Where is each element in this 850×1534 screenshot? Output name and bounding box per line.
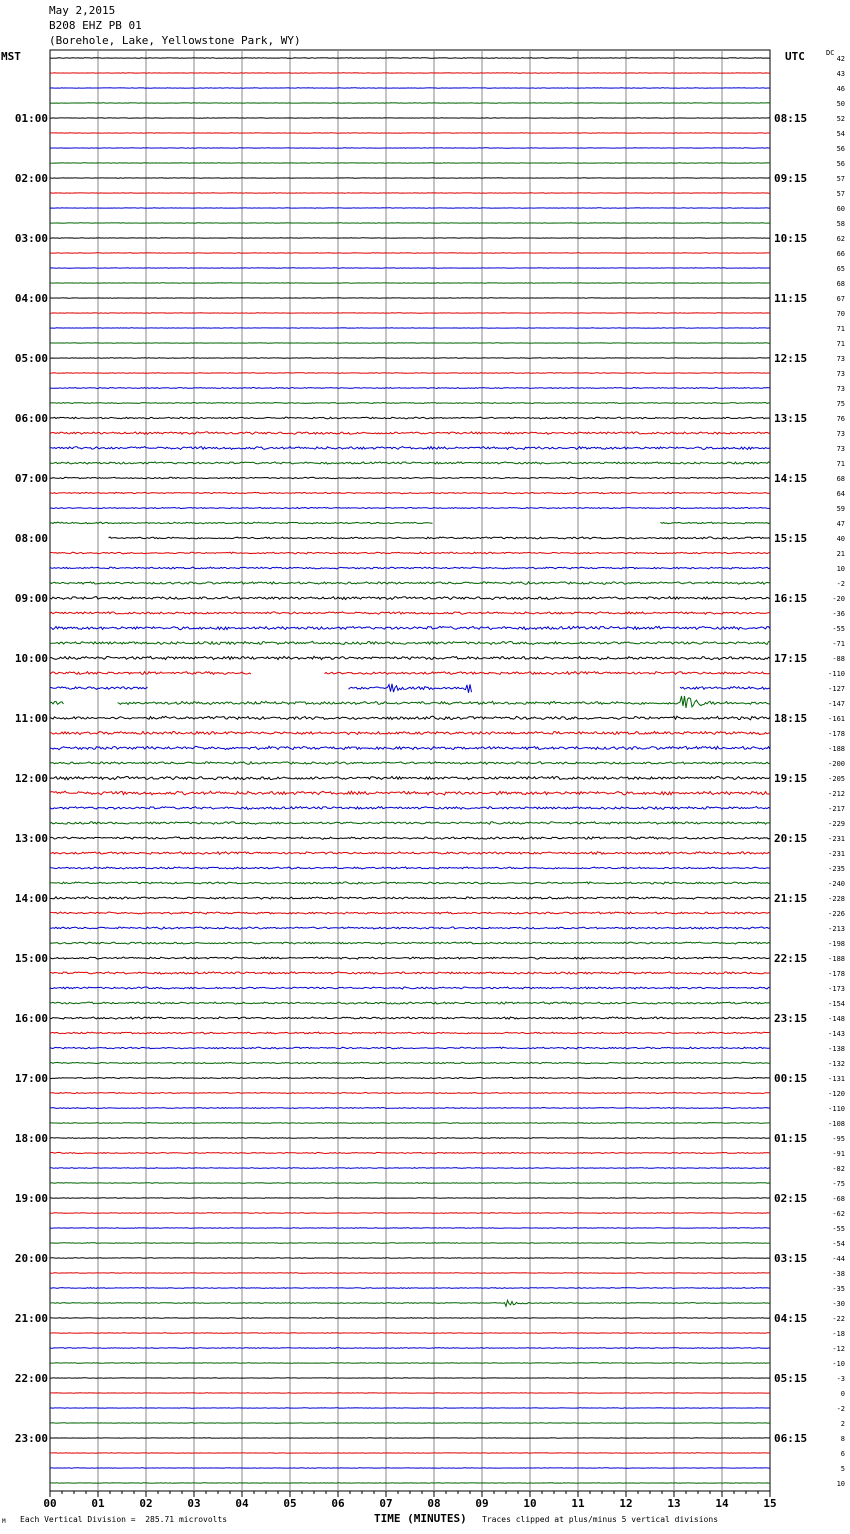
dc-offset-label: -235 — [828, 865, 845, 873]
plot-frame — [50, 50, 770, 1491]
trace-33 — [50, 552, 770, 554]
dc-offset-label: -88 — [832, 655, 845, 663]
trace-56 — [50, 897, 770, 899]
header-location: (Borehole, Lake, Yellowstone Park, WY) — [49, 34, 301, 47]
trace-76 — [50, 1198, 770, 1199]
dc-offset-label: -36 — [832, 610, 845, 618]
dc-offset-label: 8 — [840, 1435, 845, 1443]
x-tick-label: 01 — [91, 1497, 105, 1510]
mst-hour-label: 08:00 — [14, 532, 48, 545]
dc-offset-label: 66 — [836, 250, 845, 258]
trace-83 — [50, 1300, 770, 1306]
trace-30 — [50, 507, 770, 508]
x-tick-label: 12 — [619, 1497, 633, 1510]
utc-hour-label: 06:15 — [774, 1432, 808, 1445]
trace-55 — [50, 882, 770, 884]
utc-hour-label: 21:15 — [774, 892, 808, 905]
mst-hour-label: 15:00 — [14, 952, 48, 965]
utc-hour-label: 12:15 — [774, 352, 808, 365]
dc-offset-label: 73 — [836, 430, 845, 438]
dc-offset-label: -71 — [832, 640, 845, 648]
trace-61 — [50, 972, 770, 974]
mst-hour-label: 09:00 — [14, 592, 48, 605]
trace-22 — [50, 388, 770, 389]
trace-82 — [50, 1288, 770, 1289]
dc-offset-label: -188 — [828, 955, 845, 963]
mst-hour-label: 06:00 — [14, 412, 48, 425]
dc-offset-label: 40 — [836, 535, 845, 543]
trace-66 — [50, 1047, 770, 1049]
dc-offset-label: -198 — [828, 940, 845, 948]
dc-offset-label: -178 — [828, 730, 845, 738]
dc-offset-label: -200 — [828, 760, 845, 768]
trace-43 — [50, 696, 770, 708]
trace-84 — [50, 1318, 770, 1319]
mst-hour-label: 03:00 — [14, 232, 48, 245]
dc-offset-label: -226 — [828, 910, 845, 918]
trace-46 — [50, 746, 770, 749]
mst-hour-label: 02:00 — [14, 172, 48, 185]
mst-hour-label: 14:00 — [14, 892, 48, 905]
dc-offset-label: 73 — [836, 355, 845, 363]
dc-offset-label: -54 — [832, 1240, 845, 1248]
utc-hour-label: 10:15 — [774, 232, 808, 245]
utc-hour-label: 04:15 — [774, 1312, 808, 1325]
trace-51 — [50, 822, 770, 824]
dc-offset-label: 52 — [836, 115, 845, 123]
utc-hour-label: 22:15 — [774, 952, 808, 965]
dc-offset-label: -161 — [828, 715, 845, 723]
utc-hour-label: 18:15 — [774, 712, 808, 725]
dc-offset-label: 68 — [836, 280, 845, 288]
dc-offset-label: -3 — [836, 1375, 845, 1383]
dc-offset-label: -2 — [836, 580, 845, 588]
x-tick-label: 15 — [763, 1497, 777, 1510]
dc-offset-label: 46 — [836, 85, 845, 93]
trace-59 — [50, 942, 770, 944]
trace-36 — [50, 597, 770, 600]
trace-79 — [50, 1243, 770, 1244]
mst-hour-label: 20:00 — [14, 1252, 48, 1265]
x-tick-label: 10 — [523, 1497, 537, 1510]
dc-offset-label: -10 — [832, 1360, 845, 1368]
dc-offset-label: 57 — [836, 175, 845, 183]
x-tick-label: 04 — [235, 1497, 249, 1510]
dc-offset-label: 70 — [836, 310, 845, 318]
trace-63 — [50, 1002, 770, 1004]
trace-48 — [50, 776, 770, 779]
mst-hour-label: 19:00 — [14, 1192, 48, 1205]
scale-note: Each Vertical Division = 285.71 microvolts — [20, 1515, 228, 1524]
x-tick-label: 07 — [379, 1497, 393, 1510]
dc-offset-label: 71 — [836, 325, 845, 333]
dc-offset-label: 60 — [836, 205, 845, 213]
dc-offset-label: -143 — [828, 1030, 845, 1038]
dc-offset-label: -82 — [832, 1165, 845, 1173]
x-tick-label: 05 — [283, 1497, 297, 1510]
dc-offset-label: 59 — [836, 505, 845, 513]
dc-offset-label: 2 — [840, 1420, 845, 1428]
trace-53 — [50, 852, 770, 855]
trace-85 — [50, 1333, 770, 1334]
trace-49 — [50, 791, 770, 795]
dc-offset-label: -240 — [828, 880, 845, 888]
dc-label: DC — [826, 49, 835, 57]
dc-offset-label: 76 — [836, 415, 845, 423]
dc-offset-label: -2 — [836, 1405, 845, 1413]
corner-mark: M — [2, 1518, 6, 1525]
dc-offset-label: 73 — [836, 385, 845, 393]
mst-hour-label: 07:00 — [14, 472, 48, 485]
dc-offset-label: -228 — [828, 895, 845, 903]
x-tick-label: 11 — [571, 1497, 585, 1510]
mst-label: MST — [1, 50, 21, 63]
trace-44 — [50, 716, 770, 720]
x-tick-label: 03 — [187, 1497, 201, 1510]
trace-65 — [50, 1032, 770, 1034]
dc-offset-label: -95 — [832, 1135, 845, 1143]
dc-offset-label: -188 — [828, 745, 845, 753]
utc-hour-label: 17:15 — [774, 652, 808, 665]
dc-offset-label: 10 — [836, 1480, 845, 1488]
dc-offset-label: -18 — [832, 1330, 845, 1338]
dc-offset-label: -205 — [828, 775, 845, 783]
trace-52 — [50, 837, 770, 839]
dc-offset-label: -22 — [832, 1315, 845, 1323]
dc-offset-label: -132 — [828, 1060, 845, 1068]
trace-62 — [50, 987, 770, 989]
trace-74 — [50, 1168, 770, 1169]
utc-hour-label: 03:15 — [774, 1252, 808, 1265]
trace-71 — [50, 1123, 770, 1124]
mst-hour-label: 12:00 — [14, 772, 48, 785]
dc-offset-label: 42 — [836, 55, 845, 63]
dc-offset-label: -138 — [828, 1045, 845, 1053]
utc-hour-label: 01:15 — [774, 1132, 808, 1145]
mst-hour-label: 05:00 — [14, 352, 48, 365]
dc-offset-label: -68 — [832, 1195, 845, 1203]
trace-20 — [50, 358, 770, 359]
x-tick-label: 06 — [331, 1497, 345, 1510]
trace-24 — [50, 417, 770, 419]
trace-26 — [50, 447, 770, 450]
mst-hour-label: 17:00 — [14, 1072, 48, 1085]
dc-offset-label: 58 — [836, 220, 845, 228]
trace-87 — [50, 1363, 770, 1364]
dc-offset-label: 62 — [836, 235, 845, 243]
dc-offset-label: 57 — [836, 190, 845, 198]
dc-offset-label: -44 — [832, 1255, 845, 1263]
dc-offset-label: -38 — [832, 1270, 845, 1278]
dc-offset-label: -110 — [828, 1105, 845, 1113]
dc-offset-label: -62 — [832, 1210, 845, 1218]
trace-29 — [50, 492, 770, 494]
header-date: May 2,2015 — [49, 4, 116, 17]
mst-hour-label: 16:00 — [14, 1012, 48, 1025]
utc-hour-label: 19:15 — [774, 772, 808, 785]
trace-42 — [50, 684, 770, 693]
dc-offset-label: 71 — [836, 460, 845, 468]
mst-hour-label: 23:00 — [14, 1432, 48, 1445]
utc-label: UTC — [785, 50, 805, 63]
dc-offset-label: 21 — [836, 550, 845, 558]
dc-offset-label: 50 — [836, 100, 845, 108]
dc-offset-label: -231 — [828, 835, 845, 843]
dc-offset-label: 73 — [836, 445, 845, 453]
dc-offset-label: 6 — [840, 1450, 845, 1458]
trace-38 — [50, 626, 770, 629]
mst-hour-label: 21:00 — [14, 1312, 48, 1325]
trace-45 — [50, 731, 770, 734]
trace-81 — [50, 1273, 770, 1274]
dc-offset-label: 68 — [836, 475, 845, 483]
dc-offset-label: 75 — [836, 400, 845, 408]
x-axis-title: TIME (MINUTES) — [374, 1512, 467, 1525]
trace-39 — [50, 641, 770, 644]
x-tick-label: 00 — [43, 1497, 57, 1510]
utc-hour-label: 13:15 — [774, 412, 808, 425]
x-tick-label: 09 — [475, 1497, 489, 1510]
dc-offset-label: -178 — [828, 970, 845, 978]
trace-50 — [50, 807, 770, 810]
trace-69 — [50, 1093, 770, 1094]
trace-75 — [50, 1183, 770, 1184]
dc-offset-label: -55 — [832, 625, 845, 633]
trace-32 — [109, 537, 771, 539]
utc-hour-label: 02:15 — [774, 1192, 808, 1205]
dc-offset-label: 64 — [836, 490, 845, 498]
dc-offset-label: 71 — [836, 340, 845, 348]
trace-68 — [50, 1077, 770, 1078]
mst-hour-label: 18:00 — [14, 1132, 48, 1145]
x-tick-label: 14 — [715, 1497, 729, 1510]
utc-hour-label: 08:15 — [774, 112, 808, 125]
trace-86 — [50, 1348, 770, 1349]
dc-offset-label: 5 — [840, 1465, 845, 1473]
trace-28 — [50, 477, 770, 478]
trace-64 — [50, 1017, 770, 1019]
utc-hour-label: 23:15 — [774, 1012, 808, 1025]
x-tick-label: 13 — [667, 1497, 681, 1510]
dc-offset-label: -12 — [832, 1345, 845, 1353]
dc-offset-label: -148 — [828, 1015, 845, 1023]
trace-25 — [50, 432, 770, 435]
dc-offset-label: -30 — [832, 1300, 845, 1308]
trace-70 — [50, 1108, 770, 1109]
trace-0 — [50, 58, 770, 59]
trace-21 — [50, 373, 770, 374]
dc-offset-label: -110 — [828, 670, 845, 678]
dc-offset-label: -231 — [828, 850, 845, 858]
trace-41 — [50, 672, 770, 675]
dc-offset-label: -154 — [828, 1000, 845, 1008]
dc-offset-label: -35 — [832, 1285, 845, 1293]
x-tick-label: 02 — [139, 1497, 153, 1510]
dc-offset-label: -108 — [828, 1120, 845, 1128]
utc-hour-label: 15:15 — [774, 532, 808, 545]
dc-offset-label: -147 — [828, 700, 845, 708]
utc-hour-label: 20:15 — [774, 832, 808, 845]
utc-hour-label: 14:15 — [774, 472, 808, 485]
dc-offset-label: 0 — [840, 1390, 845, 1398]
trace-54 — [50, 867, 770, 869]
trace-78 — [50, 1228, 770, 1229]
mst-hour-label: 13:00 — [14, 832, 48, 845]
trace-35 — [50, 582, 770, 585]
trace-37 — [50, 612, 770, 615]
utc-hour-label: 09:15 — [774, 172, 808, 185]
trace-58 — [50, 927, 770, 929]
dc-offset-label: 56 — [836, 160, 845, 168]
dc-offset-label: 67 — [836, 295, 845, 303]
dc-offset-label: -120 — [828, 1090, 845, 1098]
dc-offset-label: 73 — [836, 370, 845, 378]
dc-offset-label: 10 — [836, 565, 845, 573]
trace-80 — [50, 1258, 770, 1259]
mst-hour-label: 04:00 — [14, 292, 48, 305]
utc-hour-label: 05:15 — [774, 1372, 808, 1385]
dc-offset-label: 43 — [836, 70, 845, 78]
dc-offset-label: -75 — [832, 1180, 845, 1188]
utc-hour-label: 11:15 — [774, 292, 808, 305]
dc-offset-label: -212 — [828, 790, 845, 798]
dc-offset-label: -173 — [828, 985, 845, 993]
mst-hour-label: 01:00 — [14, 112, 48, 125]
dc-offset-label: -213 — [828, 925, 845, 933]
trace-40 — [50, 656, 770, 659]
utc-hour-label: 00:15 — [774, 1072, 808, 1085]
trace-27 — [50, 462, 770, 464]
dc-offset-label: -55 — [832, 1225, 845, 1233]
trace-23 — [50, 403, 770, 404]
trace-34 — [50, 567, 770, 569]
trace-47 — [50, 762, 770, 765]
dc-offset-label: -131 — [828, 1075, 845, 1083]
dc-offset-label: 47 — [836, 520, 845, 528]
header-station: B208 EHZ PB 01 — [49, 19, 142, 32]
mst-hour-label: 11:00 — [14, 712, 48, 725]
dc-offset-label: 56 — [836, 145, 845, 153]
clip-note: Traces clipped at plus/minus 5 vertical divisions — [482, 1515, 719, 1524]
trace-67 — [50, 1062, 770, 1063]
dc-offset-label: 54 — [836, 130, 845, 138]
trace-60 — [50, 957, 770, 959]
dc-offset-label: -20 — [832, 595, 845, 603]
trace-77 — [50, 1213, 770, 1214]
trace-57 — [50, 912, 770, 914]
trace-73 — [50, 1152, 770, 1153]
mst-hour-label: 22:00 — [14, 1372, 48, 1385]
dc-offset-label: -91 — [832, 1150, 845, 1158]
x-tick-label: 08 — [427, 1497, 441, 1510]
trace-31 — [50, 522, 770, 524]
dc-offset-label: -127 — [828, 685, 845, 693]
dc-offset-label: 65 — [836, 265, 845, 273]
dc-offset-label: -217 — [828, 805, 845, 813]
dc-offset-label: -229 — [828, 820, 845, 828]
trace-72 — [50, 1138, 770, 1139]
utc-hour-label: 16:15 — [774, 592, 808, 605]
mst-hour-label: 10:00 — [14, 652, 48, 665]
